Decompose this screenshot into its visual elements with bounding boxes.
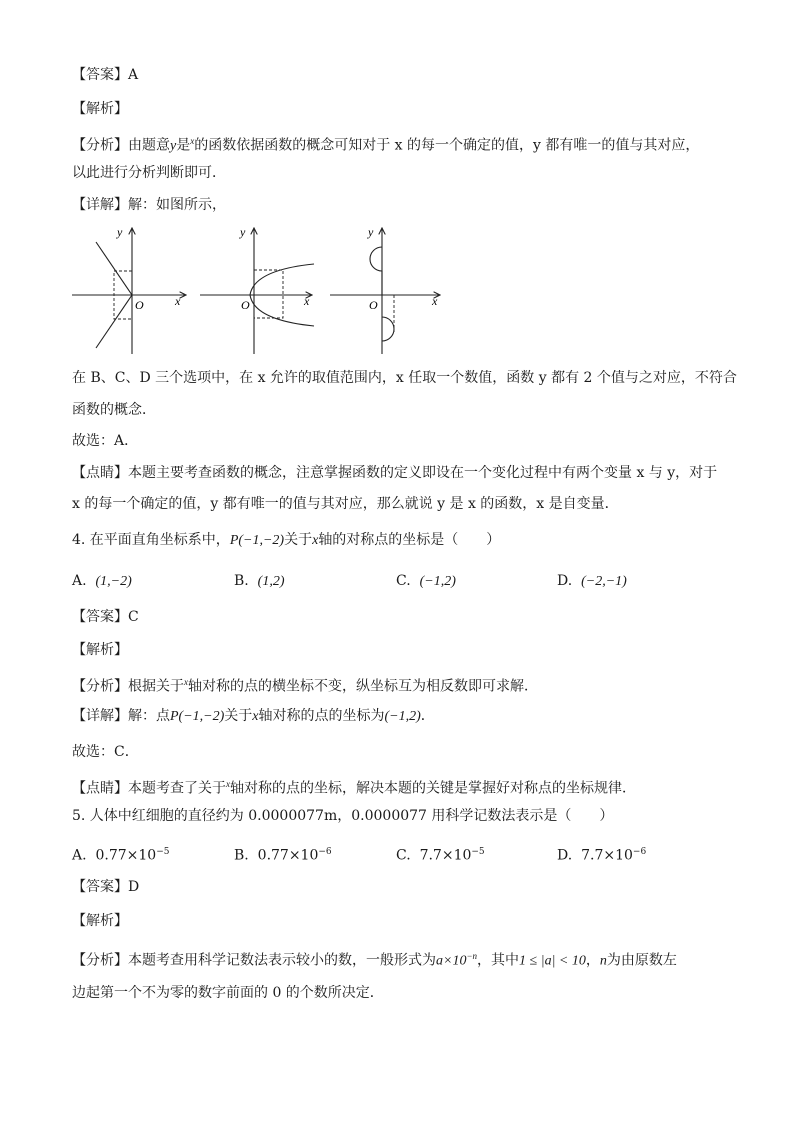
q3-fenxi-b: 是 xyxy=(176,137,191,154)
q3-explain-line2: 函数的概念． xyxy=(72,402,156,418)
q5-option-a-base: 0.77×10 xyxy=(95,847,157,864)
q4-xiangjie-b: 关于 xyxy=(224,708,253,724)
q4-option-c-label: C. xyxy=(396,573,411,589)
q4-xiangjie-d: ． xyxy=(420,708,435,724)
q3-fenxi-c: 的函数依据函数的概念可知对于 x 的每一个确定的值，y 都有唯一的值与其对应， xyxy=(194,137,700,154)
q5-option-a xyxy=(72,842,169,866)
q5-fenxi-form-exp: −n xyxy=(466,951,478,961)
q5-option-d-label: D. xyxy=(557,847,573,864)
q5-fenxi-n: n xyxy=(599,953,607,969)
q3-explain-line1: 在 B、C、D 三个选项中，在 x 允许的取值范围内，x 任取一个数值，函数 y 都有 2 个值与之对应，不符合 xyxy=(72,370,737,386)
q3-fenxi-a: 【分析】由题意 xyxy=(72,137,170,154)
q5-option-b-label: B. xyxy=(234,847,249,864)
q5-option-c-exp: −5 xyxy=(471,847,485,857)
q4-xiangjie-a: 【详解】解：点 xyxy=(72,708,170,724)
q4-dianjing-b: 轴对称的点的坐标，解决本题的关键是掌握好对称点的坐标规律． xyxy=(230,780,636,797)
q4-choose: 故选：C． xyxy=(72,744,139,760)
q4-dianjing-a: 【点睛】本题考查了关于 xyxy=(72,780,226,797)
q4-fenxi-x: x xyxy=(184,677,188,687)
q4-option-d-value: (−2,−1) xyxy=(581,574,627,589)
q4-analysis-heading: 【解析】 xyxy=(72,642,128,658)
q3-fenxi-line1 xyxy=(72,131,699,157)
graph-c-origin-label: O xyxy=(241,298,250,312)
q4-stem-c: 轴的对称点的坐标是（ ） xyxy=(318,532,501,548)
q4-fenxi-b: 轴对称的点的横坐标不变，纵坐标互为相反数即可求解． xyxy=(188,678,538,695)
q5-option-c-label: C. xyxy=(396,847,411,864)
q4-stem-x: x xyxy=(312,533,319,548)
q3-figure xyxy=(68,222,448,358)
graph-b-origin-label: O xyxy=(135,298,144,312)
q4-xiangjie-result: (−1,2) xyxy=(384,709,421,724)
q5-option-c xyxy=(396,842,485,866)
q3-answer: 【答案】A xyxy=(72,67,139,83)
q4-xiangjie xyxy=(72,706,435,727)
q5-fenxi-d: 为由原数左 xyxy=(606,952,677,969)
q4-xiangjie-point: P(−1,−2) xyxy=(170,709,225,724)
graph-c-x-label: x xyxy=(304,294,310,308)
q4-stem xyxy=(72,530,500,551)
q3-var-x: x xyxy=(190,136,195,146)
q4-option-a-label: A. xyxy=(72,573,87,589)
q5-option-d xyxy=(557,842,646,866)
q5-stem: 5. 人体中红细胞的直径约为 0.0000077m，0.0000077 用科学记数法表示是（ ） xyxy=(72,808,614,824)
q4-option-b-value: (1,2) xyxy=(257,574,285,589)
graph-c xyxy=(200,225,314,354)
q4-fenxi xyxy=(72,672,538,697)
q4-dianjing xyxy=(72,774,636,799)
q5-fenxi-line2: 边起第一个不为零的数字前面的 0 的个数所决定． xyxy=(72,985,384,1001)
q4-answer: 【答案】C xyxy=(72,609,139,625)
graph-d-origin-label: O xyxy=(369,298,378,312)
q4-stem-point: P(−1,−2) xyxy=(229,533,285,548)
q5-option-a-label: A. xyxy=(72,847,87,864)
q3-var-y: y xyxy=(170,138,177,154)
graph-b-x-label: x xyxy=(175,294,181,308)
q5-option-b-exp: −6 xyxy=(318,847,332,857)
q5-fenxi-line1 xyxy=(72,946,677,972)
q4-option-a-value: (1,−2) xyxy=(95,574,132,589)
q3-analysis-heading: 【解析】 xyxy=(72,101,128,117)
graph-d-y-label: y xyxy=(368,225,374,239)
q4-option-d xyxy=(557,571,627,592)
graph-d-left-arc xyxy=(370,247,382,271)
q5-fenxi-c: ， xyxy=(585,952,600,969)
q5-analysis-heading: 【解析】 xyxy=(72,913,128,929)
q5-option-b xyxy=(234,842,332,866)
q5-option-b-base: 0.77×10 xyxy=(257,847,319,864)
q4-option-b xyxy=(234,571,284,592)
q4-option-c xyxy=(396,571,456,592)
q4-option-c-value: (−1,2) xyxy=(419,574,456,589)
q5-option-d-exp: −6 xyxy=(632,847,647,857)
q4-dianjing-x: x xyxy=(226,779,230,789)
q4-stem-b: 关于 xyxy=(284,532,313,548)
q5-fenxi-form-base: a×10 xyxy=(436,953,467,969)
q5-answer: 【答案】D xyxy=(72,879,140,895)
q3-fenxi-line2: 以此进行分析判断即可． xyxy=(72,165,226,181)
q4-xiangjie-x: x xyxy=(252,709,259,724)
q5-fenxi-a: 【分析】本题考查用科学记数法表示较小的数，一般形式为 xyxy=(72,952,436,969)
q5-option-d-base: 7.7×10 xyxy=(581,847,633,864)
q5-fenxi-range: 1 ≤ |a| < 10 xyxy=(519,953,586,969)
q4-fenxi-a: 【分析】根据关于 xyxy=(72,678,184,695)
graph-c-dashed-guide xyxy=(254,270,283,318)
q3-xiangjie: 【详解】解：如图所示， xyxy=(72,197,226,213)
graph-b-y-label: y xyxy=(117,225,123,239)
q5-option-c-base: 7.7×10 xyxy=(419,847,472,864)
q3-figure-svg xyxy=(68,222,448,358)
graph-b xyxy=(72,225,186,354)
q4-option-b-label: B. xyxy=(234,573,249,589)
q3-dianjing-line2: x 的每一个确定的值，y 都有唯一的值与其对应，那么就说 y 是 x 的函数，x 是自变量． xyxy=(72,496,619,512)
q5-option-a-exp: −5 xyxy=(156,847,170,857)
graph-d-right-arc xyxy=(382,317,394,341)
q3-choose: 故选：A． xyxy=(72,433,139,449)
q4-xiangjie-c: 轴对称的点的坐标为 xyxy=(258,708,385,724)
graph-d-x-label: x xyxy=(432,294,438,308)
graph-b-lower-branch xyxy=(96,295,132,348)
q5-fenxi-b: ，其中 xyxy=(477,952,520,969)
graph-d xyxy=(330,225,440,354)
q3-dianjing-line1: 【点睛】本题主要考查函数的概念，注意掌握函数的定义即设在一个变化过程中有两个变量 x 与 y，对于 xyxy=(72,465,718,481)
q4-stem-a: 4. 在平面直角坐标系中， xyxy=(72,532,230,548)
graph-c-y-label: y xyxy=(240,225,246,239)
graph-b-upper-branch xyxy=(96,242,132,295)
q4-option-a xyxy=(72,571,132,592)
q4-option-d-label: D. xyxy=(557,573,573,589)
